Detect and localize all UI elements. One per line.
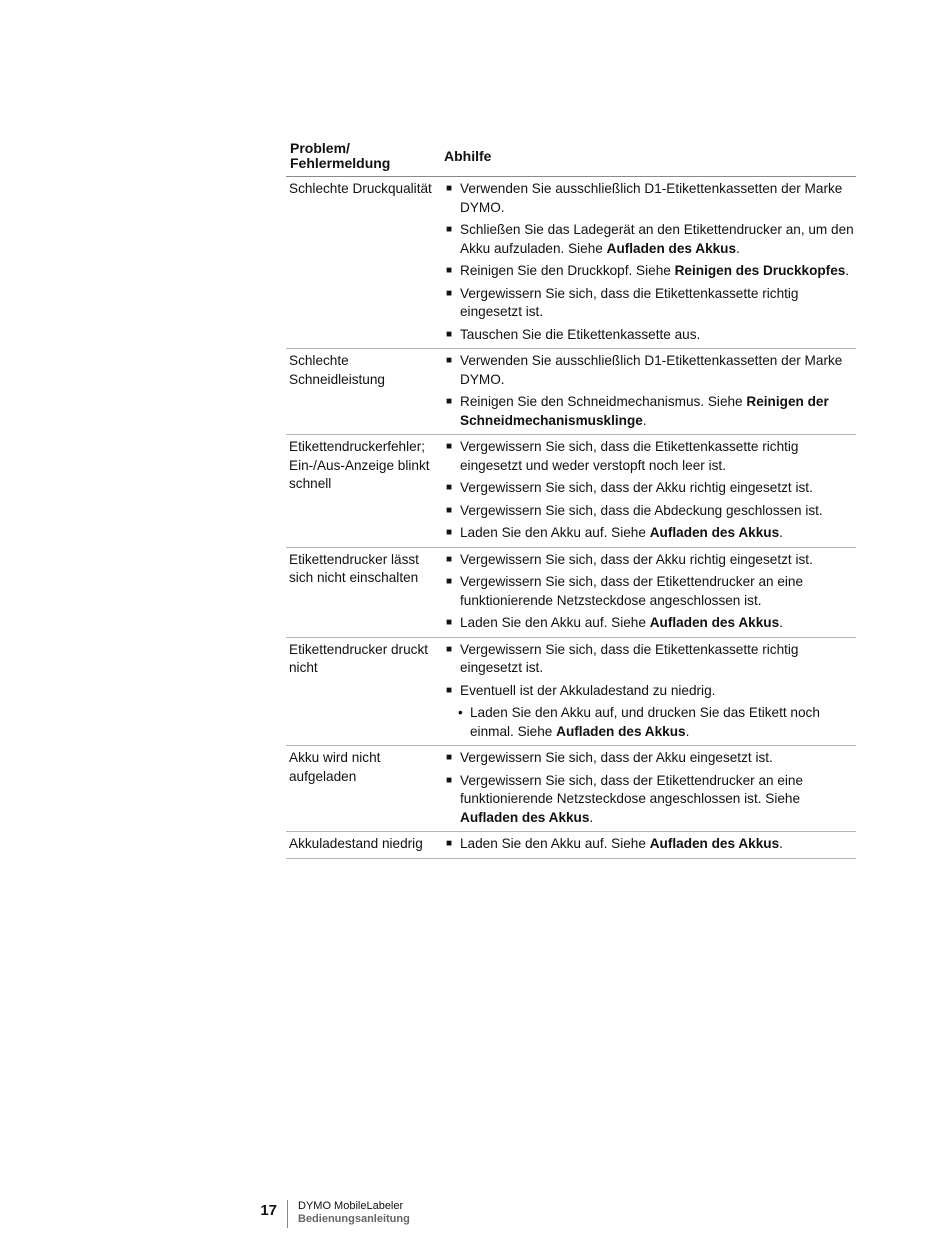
table-row [286, 832, 856, 859]
remedy-text [460, 479, 813, 498]
remedy-text-main: Vergewissern Sie sich, dass der Etikettendrucker an eine funktionierende Netzsteckdose angeschlossen ist. Siehe [460, 772, 804, 806]
remedy-text-end: . [685, 723, 690, 739]
remedy-subitem [444, 704, 856, 741]
table-body [286, 177, 856, 859]
cross-reference: Reinigen des Druckkopfes [674, 263, 846, 278]
remedy-text [460, 749, 773, 768]
square-bullet-icon: ■ [446, 328, 453, 340]
header-problem [286, 141, 444, 171]
remedy-text [460, 438, 856, 475]
problem-cell: Akku wird nicht aufgeladen [289, 750, 381, 784]
remedy-cell [444, 749, 856, 827]
header-problem-line1: Problem/ [290, 140, 350, 156]
remedy-item [444, 749, 856, 768]
square-bullet-icon: ■ [446, 355, 453, 366]
remedy-cell [444, 835, 856, 854]
remedy-item [444, 479, 856, 498]
square-bullet-icon: ■ [446, 183, 453, 194]
remedy-cell [444, 641, 856, 742]
remedy-item [444, 682, 856, 701]
remedy-item [444, 835, 856, 854]
problem-cell: Akkuladestand niedrig [289, 836, 423, 851]
square-bullet-icon: ■ [446, 774, 453, 786]
square-bullet-icon: ■ [446, 482, 453, 493]
cross-reference: Aufladen des Akkus [649, 525, 780, 540]
remedy-item [444, 614, 856, 633]
remedy-text-main: Vergewissern Sie sich, dass der Akku richtig eingesetzt ist. [460, 551, 813, 567]
square-bullet-icon: ■ [446, 504, 453, 516]
remedy-text-main: Reinigen Sie den Schneidmechanismus. Siehe [460, 394, 747, 409]
table-row [286, 177, 856, 349]
remedy-text-main: Vergewissern Sie sich, dass der Akku richtig eingesetzt ist. [460, 480, 813, 495]
square-bullet-icon: ■ [446, 396, 453, 407]
remedy-item [444, 393, 856, 430]
remedy-cell [444, 180, 856, 344]
problem-cell: Schlechte Schneidleistung [289, 353, 385, 387]
problem-cell: Schlechte Druckqualität [289, 181, 432, 196]
remedy-text [460, 551, 813, 570]
table-row [286, 638, 856, 747]
remedy-text-main: Tauschen Sie die Etikettenkassette aus. [460, 326, 701, 342]
square-bullet-icon: ■ [446, 265, 453, 276]
remedy-text [470, 704, 856, 741]
square-bullet-icon: ■ [446, 684, 453, 696]
remedy-text [460, 285, 856, 322]
remedy-text-main: Eventuell ist der Akkuladestand zu niedrig. [460, 682, 716, 698]
cross-reference: Aufladen des Akkus [649, 836, 780, 851]
remedy-text [460, 524, 783, 543]
footer-text [298, 1200, 410, 1226]
remedy-cell [444, 551, 856, 633]
remedy-item [444, 180, 856, 217]
remedy-text [460, 682, 715, 701]
problem-cell: Etikettendrucker lässt sich nicht einschalten [289, 551, 419, 585]
footer-divider [287, 1200, 288, 1228]
remedy-item [444, 438, 856, 475]
remedy-text-end: . [736, 240, 740, 256]
square-bullet-icon: ■ [446, 576, 453, 587]
remedy-text [460, 573, 856, 610]
cross-reference: Aufladen des Akkus [460, 809, 590, 825]
header-remedy: Abhilfe [444, 147, 492, 164]
problem-cell: Etikettendruckerfehler; Ein-/Aus-Anzeige blinkt schnell [289, 439, 430, 491]
troubleshooting-table [286, 136, 856, 859]
remedy-text-main: Vergewissern Sie sich, dass die Etikettenkassette richtig eingesetzt ist. [460, 285, 799, 319]
remedy-item [444, 221, 856, 258]
remedy-text-main: Vergewissern Sie sich, dass der Akku eingesetzt ist. [460, 750, 773, 765]
remedy-text [460, 393, 856, 430]
dot-bullet-icon: • [458, 705, 463, 720]
remedy-item [444, 326, 856, 345]
remedy-text-main: Vergewissern Sie sich, dass der Etikettendrucker an eine funktionierende Netzsteckdose angeschlossen ist. [460, 574, 804, 608]
square-bullet-icon: ■ [446, 643, 453, 655]
page-number: 17 [260, 1202, 277, 1219]
page-footer [255, 1200, 410, 1228]
square-bullet-icon: ■ [446, 752, 453, 763]
square-bullet-icon: ■ [446, 287, 453, 299]
remedy-text-main: Verwenden Sie ausschließlich D1-Etikettenkassetten der Marke DYMO. [460, 181, 843, 215]
remedy-text [460, 502, 823, 521]
remedy-cell [444, 438, 856, 543]
remedy-item [444, 573, 856, 610]
table-row [286, 435, 856, 548]
remedy-text-end: . [845, 263, 850, 278]
table-row [286, 349, 856, 435]
cross-reference: Aufladen des Akkus [606, 240, 737, 256]
remedy-text-main: Reinigen Sie den Druckkopf. Siehe [460, 263, 675, 278]
remedy-item [444, 772, 856, 828]
cross-reference: Aufladen des Akkus [556, 723, 686, 739]
remedy-text-end: . [642, 412, 647, 428]
footer-product: DYMO MobileLabeler [298, 1200, 404, 1212]
remedy-text-main: Vergewissern Sie sich, dass die Etikettenkassette richtig eingesetzt ist. [460, 641, 799, 675]
remedy-text [460, 221, 856, 258]
remedy-text [460, 835, 783, 854]
header-problem-line2: Fehlermeldung [290, 155, 391, 171]
cross-reference: Aufladen des Akkus [649, 615, 780, 630]
square-bullet-icon: ■ [446, 224, 453, 235]
remedy-text-main: Vergewissern Sie sich, dass die Abdeckung geschlossen ist. [460, 502, 823, 518]
remedy-text-main: Schließen Sie das Ladegerät an den Etikettendrucker an, um den Akku aufzuladen. Siehe [460, 222, 854, 256]
remedy-text [460, 614, 783, 633]
remedy-text-main: Vergewissern Sie sich, dass die Etikettenkassette richtig eingesetzt und weder verstopft noch leer ist. [460, 439, 799, 473]
square-bullet-icon: ■ [446, 527, 453, 538]
square-bullet-icon: ■ [446, 617, 453, 628]
square-bullet-icon: ■ [446, 441, 453, 452]
remedy-text-main: Laden Sie den Akku auf. Siehe [460, 615, 650, 630]
remedy-text-main: Verwenden Sie ausschließlich D1-Etikettenkassetten der Marke DYMO. [460, 353, 843, 387]
remedy-text-end: . [779, 525, 783, 540]
square-bullet-icon: ■ [446, 553, 453, 565]
remedy-text [460, 352, 856, 389]
remedy-item [444, 641, 856, 678]
square-bullet-icon: ■ [446, 838, 453, 849]
remedy-text-end: . [779, 615, 783, 630]
footer-doc-type: Bedienungsanleitung [298, 1213, 410, 1225]
remedy-item [444, 352, 856, 389]
remedy-text [460, 262, 849, 281]
remedy-text-end: . [589, 809, 594, 825]
remedy-item [444, 502, 856, 521]
remedy-text-main: Laden Sie den Akku auf. Siehe [460, 525, 650, 540]
table-row [286, 746, 856, 832]
cross-reference: Reinigen der Schneidmechanismusklinge [460, 394, 829, 428]
remedy-item [444, 262, 856, 281]
problem-cell: Etikettendrucker druckt nicht [289, 641, 429, 675]
remedy-text-main: Laden Sie den Akku auf. Siehe [460, 836, 650, 851]
remedy-text [460, 641, 856, 678]
table-row [286, 548, 856, 638]
remedy-cell [444, 352, 856, 430]
table-header [286, 136, 856, 177]
remedy-item [444, 551, 856, 570]
remedy-text [460, 772, 856, 828]
remedy-item [444, 285, 856, 322]
remedy-text [460, 180, 856, 217]
remedy-text-main: Laden Sie den Akku auf, und drucken Sie das Etikett noch einmal. Siehe [470, 705, 820, 739]
remedy-text [460, 326, 700, 345]
remedy-text-end: . [779, 836, 783, 851]
remedy-item [444, 524, 856, 543]
